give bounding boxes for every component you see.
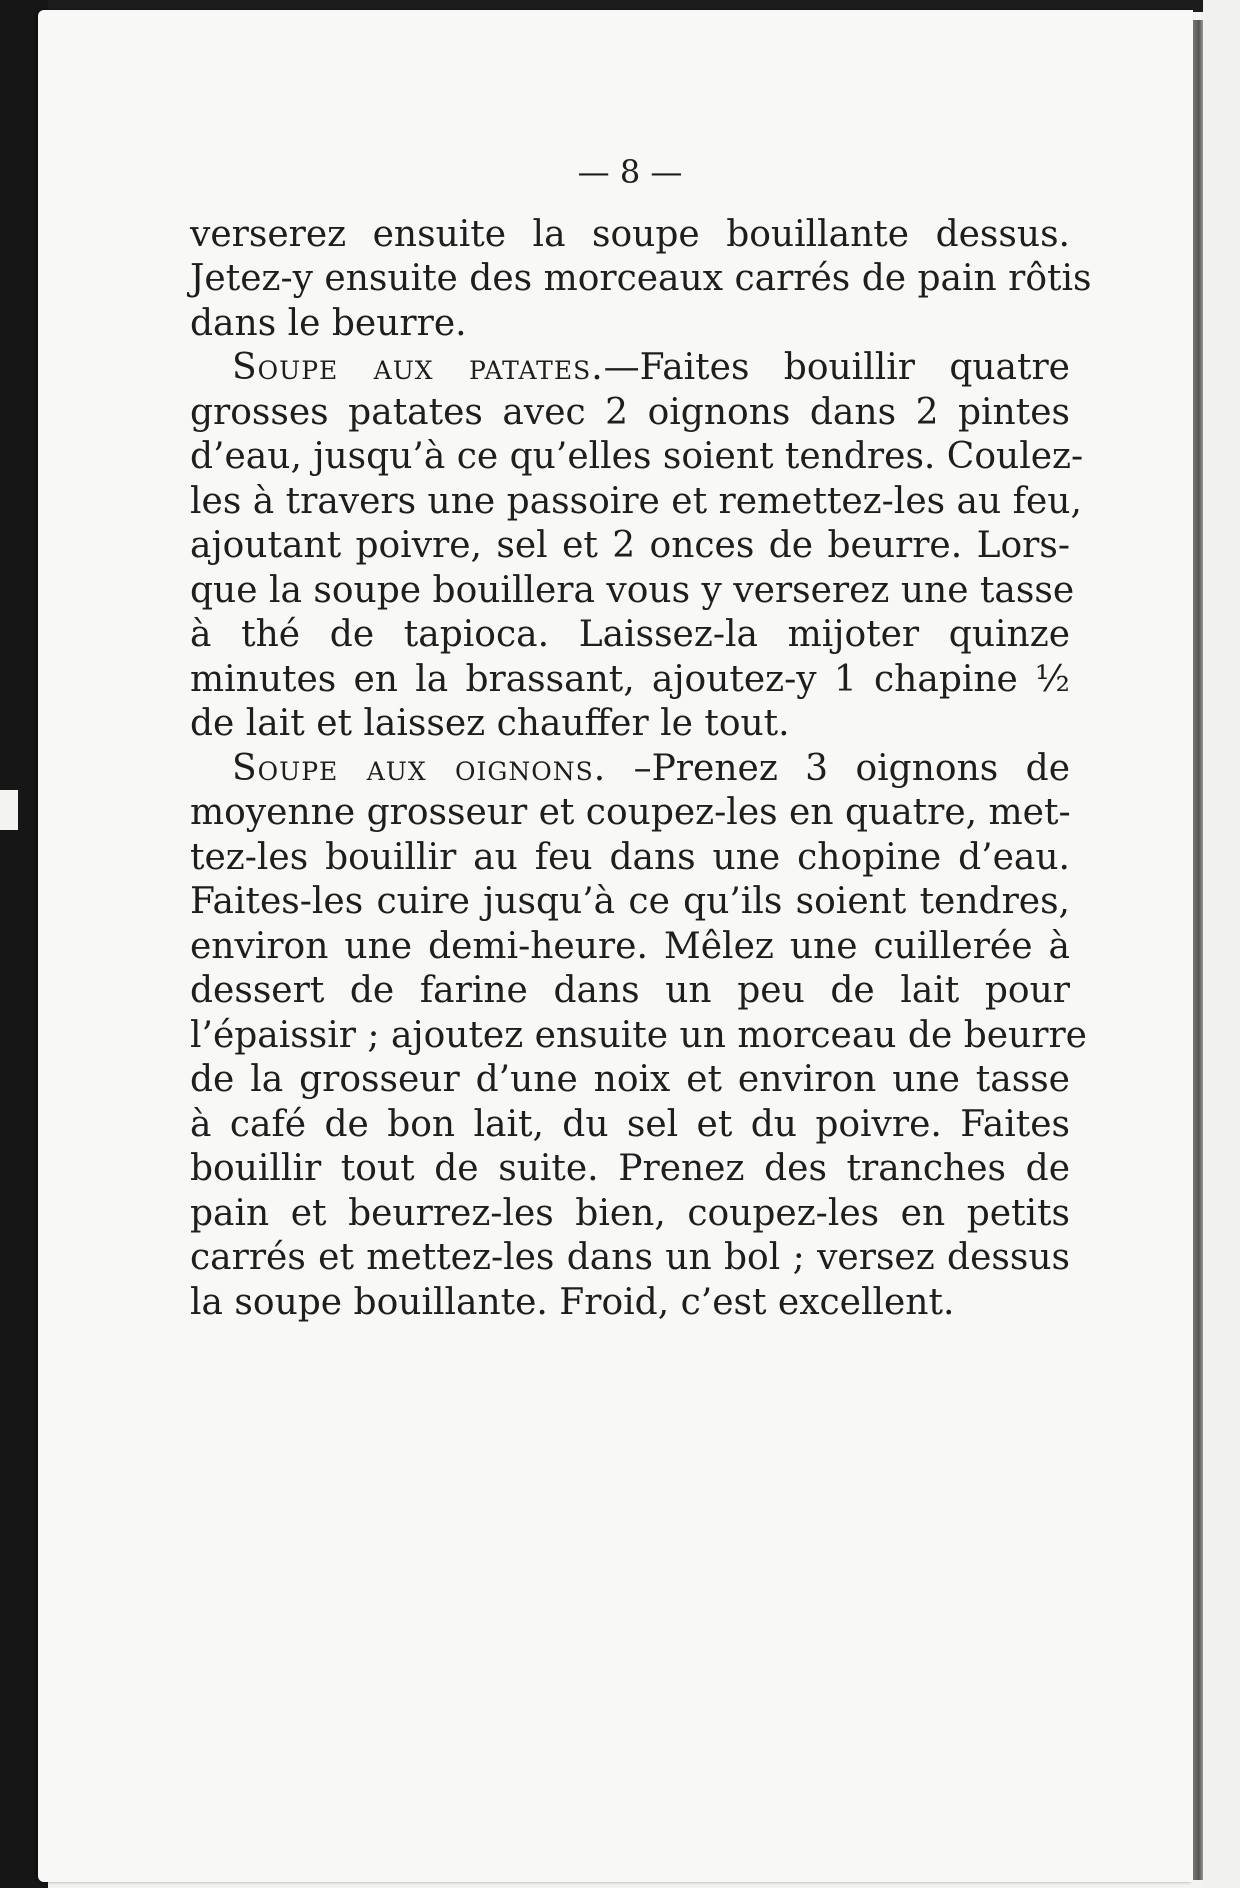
text-line: moyenne grosseur et coupez-les en quatre, met- bbox=[190, 792, 1071, 833]
text-line: à café de bon lait, du sel et du poivre. Faites bbox=[190, 1103, 1070, 1145]
text-line: Faites-les cuire jusqu’à ce qu’ils soient tendres, bbox=[190, 881, 1070, 922]
scan-left-notch bbox=[0, 790, 18, 830]
text-fragment: —Faites bouillir quatre bbox=[603, 347, 1070, 388]
text-line: les à travers une passoire et remettez-les au feu, bbox=[190, 480, 1082, 522]
text-line: environ une demi-heure. Mêlez une cuillerée à bbox=[190, 925, 1070, 967]
text-fragment: –Prenez 3 oignons de bbox=[606, 747, 1070, 789]
text-line bbox=[190, 747, 1070, 792]
text-line: que la soupe bouillera vous y verserez une tasse bbox=[190, 569, 1075, 611]
text-line: tez-les bouillir au feu dans une chopine d’eau. bbox=[190, 836, 1070, 878]
recipe-heading: Soupe aux patates. bbox=[232, 347, 604, 388]
recipe-soupe-aux-oignons bbox=[190, 747, 1087, 1326]
recipe-soupe-aux-patates bbox=[190, 346, 1084, 747]
page-number: — 8 — bbox=[577, 153, 683, 191]
text-line: à thé de tapioca. Laissez-la mijoter quinze bbox=[190, 614, 1070, 655]
text-line: dans le beurre. bbox=[190, 302, 467, 344]
text-line: minutes en la brassant, ajoutez-y 1 chapine ½ bbox=[190, 658, 1070, 700]
text-line: de la grosseur d’une noix et environ une tasse bbox=[190, 1059, 1070, 1100]
text-line: grosses patates avec 2 oignons dans 2 pintes bbox=[190, 391, 1070, 433]
text-line: ajoutant poivre, sel et 2 onces de beurre. Lors- bbox=[190, 525, 1070, 566]
text-line: d’eau, jusqu’à ce qu’elles soient tendres. Coulez- bbox=[190, 436, 1084, 477]
text-line bbox=[190, 346, 1070, 391]
paragraph-continuation bbox=[190, 213, 1092, 347]
scan-right-margin bbox=[1203, 0, 1240, 1888]
text-line: de lait et laissez chauffer le tout. bbox=[190, 703, 790, 744]
text-line: Jetez-y ensuite des morceaux carrés de pain rôtis bbox=[190, 258, 1092, 299]
page-binding-edge bbox=[1193, 20, 1203, 1880]
text-line: l’épaissir ; ajoutez ensuite un morceau de beurre bbox=[190, 1014, 1087, 1056]
text-line: dessert de farine dans un peu de lait pour bbox=[190, 970, 1070, 1011]
text-line: la soupe bouillante. Froid, c’est excellent. bbox=[190, 1281, 955, 1323]
text-line: bouillir tout de suite. Prenez des tranches de bbox=[190, 1148, 1070, 1189]
text-line: carrés et mettez-les dans un bol ; versez dessus bbox=[190, 1237, 1070, 1278]
recipe-heading: Soupe aux oignons. bbox=[232, 747, 607, 789]
text-line: verserez ensuite la soupe bouillante dessus. bbox=[190, 213, 1070, 255]
page-text bbox=[190, 150, 1092, 1325]
text-line: pain et beurrez-les bien, coupez-les en petits bbox=[190, 1192, 1070, 1234]
